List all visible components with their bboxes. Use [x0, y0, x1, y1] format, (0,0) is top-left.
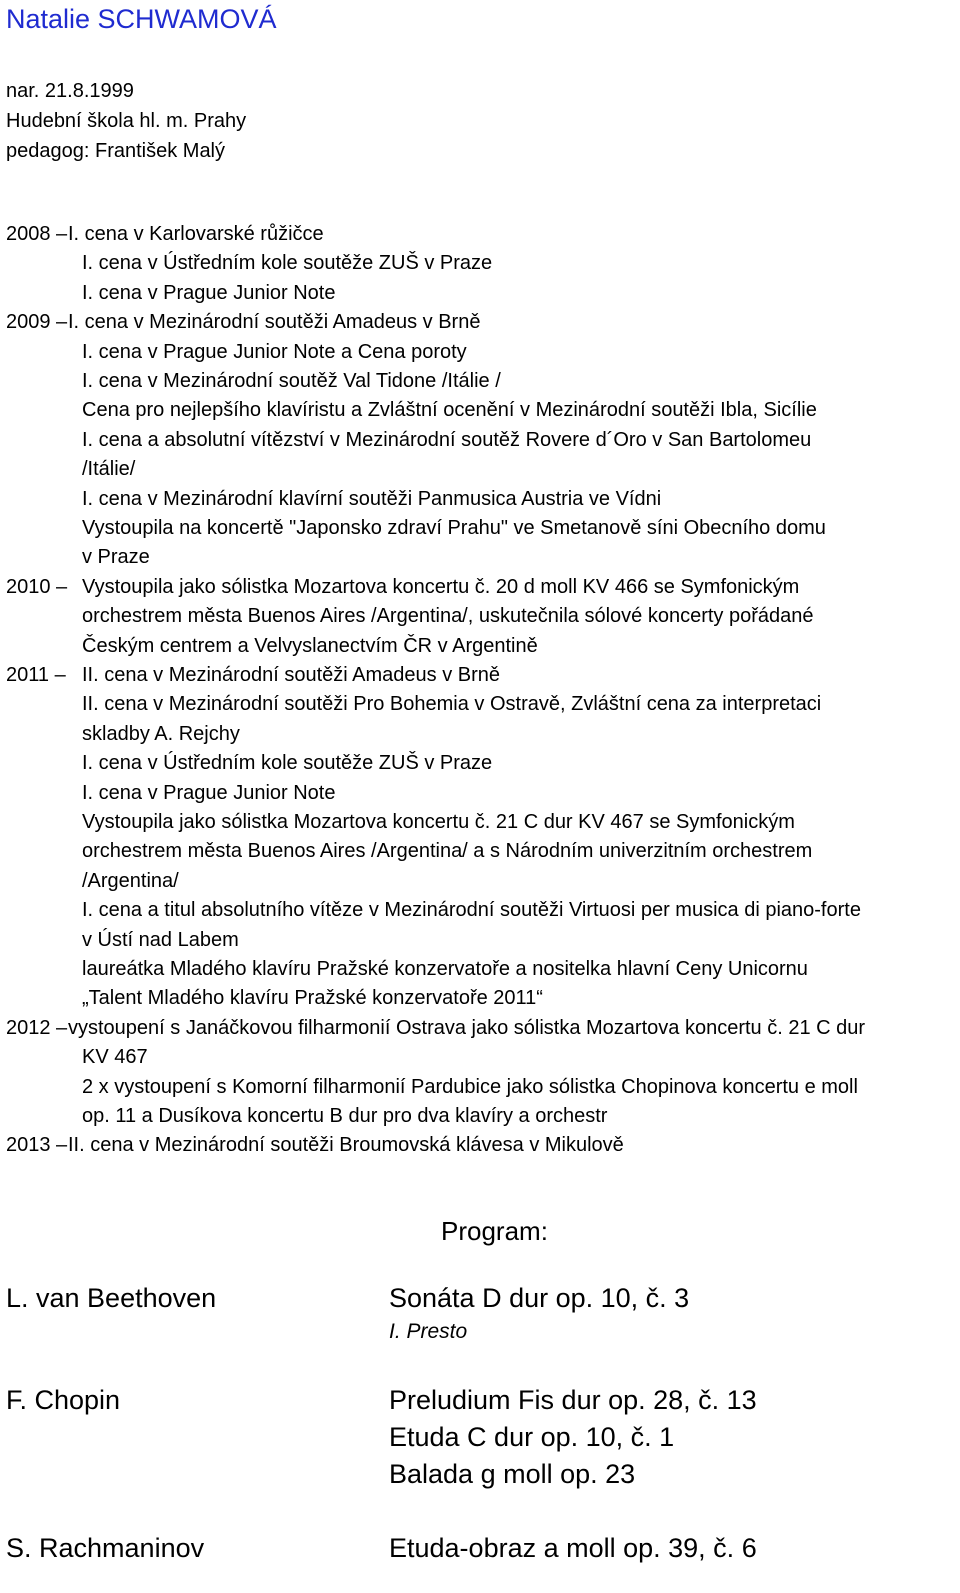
bio-text: I. cena a absolutní vítězství v Mezinárodní soutěž Rovere d´Oro v San Bartolomeu: [82, 428, 812, 451]
bio-text: Vystoupila na koncertě "Japonsko zdraví Prahu" ve Smetanově síni Obecního domu: [82, 517, 826, 539]
bio-text: II. cena v Mezinárodní soutěži Amadeus v Brně: [82, 664, 500, 686]
bio-year: 2009 –: [6, 311, 68, 334]
bio-text: I. cena v Prague Junior Note: [82, 281, 336, 304]
piece-beethoven-sonata: Sonáta D dur op. 10, č. 3: [389, 1283, 690, 1313]
bio-text: /Itálie/: [82, 458, 136, 481]
bio-text: vystoupení s Janáčkovou filharmonií Ostrava jako sólistka Mozartova koncertu č. 21 C dur: [68, 1016, 866, 1039]
bio-text: KV 467: [82, 1046, 148, 1069]
bio-text: Vystoupila jako sólistka Mozartova koncertu č. 20 d moll KV 466 se Symfonickým: [82, 575, 800, 598]
bio-text: /Argentina/: [82, 869, 179, 892]
bio-text: I. cena v Karlovarské růžičce: [68, 223, 324, 245]
bio-text: I. cena v Prague Junior Note a Cena poroty: [82, 340, 467, 363]
program-heading: Program:: [441, 1216, 548, 1246]
bio-year: 2012 –: [6, 1016, 68, 1039]
piece-chopin-prelude: Preludium Fis dur op. 28, č. 13: [389, 1385, 757, 1415]
bio-text: I. cena v Mezinárodní klavírní soutěži Panmusica Austria ve Vídni: [82, 487, 662, 510]
bio-year: 2013 –: [6, 1134, 68, 1157]
bio-text: I. cena v Ústředním kole soutěže ZUŠ v Praze: [82, 752, 493, 775]
bio-text: laureátka Mladého klavíru Pražské konzervatoře a nositelka hlavní Ceny Unicornu: [82, 958, 808, 980]
bio-text: v Ústí nad Labem: [82, 928, 239, 951]
bio-text: I. cena v Mezinárodní soutěž Val Tidone /Itálie /: [82, 370, 501, 392]
piece-beethoven-movement: I. Presto: [389, 1320, 468, 1343]
bio-text: Českým centrem a Velvyslanectvím ČR v Argentině: [82, 634, 538, 657]
bio-text: 2 x vystoupení s Komorní filharmonií Pardubice jako sólistka Chopinova koncertu e moll: [82, 1075, 858, 1098]
bio-text: op. 11 a Dusíkova koncertu B dur pro dva klavíry a orchestr: [82, 1105, 608, 1127]
bio-text: I. cena v Ústředním kole soutěže ZUŠ v Praze: [82, 252, 493, 275]
bio-text: Cena pro nejlepšího klavíristu a Zvláštní ocenění v Mezinárodní soutěži Ibla, Sicílie: [82, 399, 817, 422]
piece-chopin-ballade: Balada g moll op. 23: [389, 1459, 636, 1489]
bio-text: v Praze: [82, 546, 150, 569]
bio-text: II. cena v Mezinárodní soutěži Broumovská klávesa v Mikulově: [68, 1134, 624, 1157]
bio-text: I. cena v Mezinárodní soutěži Amadeus v Brně: [68, 311, 481, 334]
student-name: Natalie SCHWAMOVÁ: [6, 4, 277, 34]
composer-rachmaninov: S. Rachmaninov: [6, 1533, 205, 1563]
piece-rachmaninov-etude: Etuda-obraz a moll op. 39, č. 6: [389, 1533, 757, 1563]
teacher-name: pedagog: František Malý: [6, 140, 226, 162]
bio-text: skladby A. Rejchy: [82, 722, 240, 745]
piece-chopin-etude: Etuda C dur op. 10, č. 1: [389, 1422, 675, 1452]
bio-text: I. cena v Prague Junior Note: [82, 781, 336, 804]
bio-text: I. cena a titul absolutního vítěze v Mezinárodní soutěži Virtuosi per musica di piano-forte: [82, 899, 861, 922]
composer-chopin: F. Chopin: [6, 1385, 121, 1415]
bio-year: 2011 –: [6, 664, 66, 686]
bio-text: II. cena v Mezinárodní soutěži Pro Bohemia v Ostravě, Zvláštní cena za interpretaci: [82, 693, 822, 716]
bio-text: orchestrem města Buenos Aires /Argentina/, uskutečnila sólové koncerty pořádané: [82, 605, 814, 628]
bio-year: 2008 –: [6, 223, 68, 245]
bio-year: 2010 –: [6, 575, 68, 598]
school-name: Hudební škola hl. m. Prahy: [6, 110, 247, 132]
bio-text: „Talent Mladého klavíru Pražské konzervatoře 2011“: [82, 987, 543, 1010]
bio-text: orchestrem města Buenos Aires /Argentina/ a s Národním univerzitním orchestrem: [82, 840, 813, 863]
bio-text: Vystoupila jako sólistka Mozartova koncertu č. 21 C dur KV 467 se Symfonickým: [82, 811, 795, 833]
birth-date: nar. 21.8.1999: [6, 80, 134, 102]
composer-beethoven: L. van Beethoven: [6, 1283, 217, 1313]
